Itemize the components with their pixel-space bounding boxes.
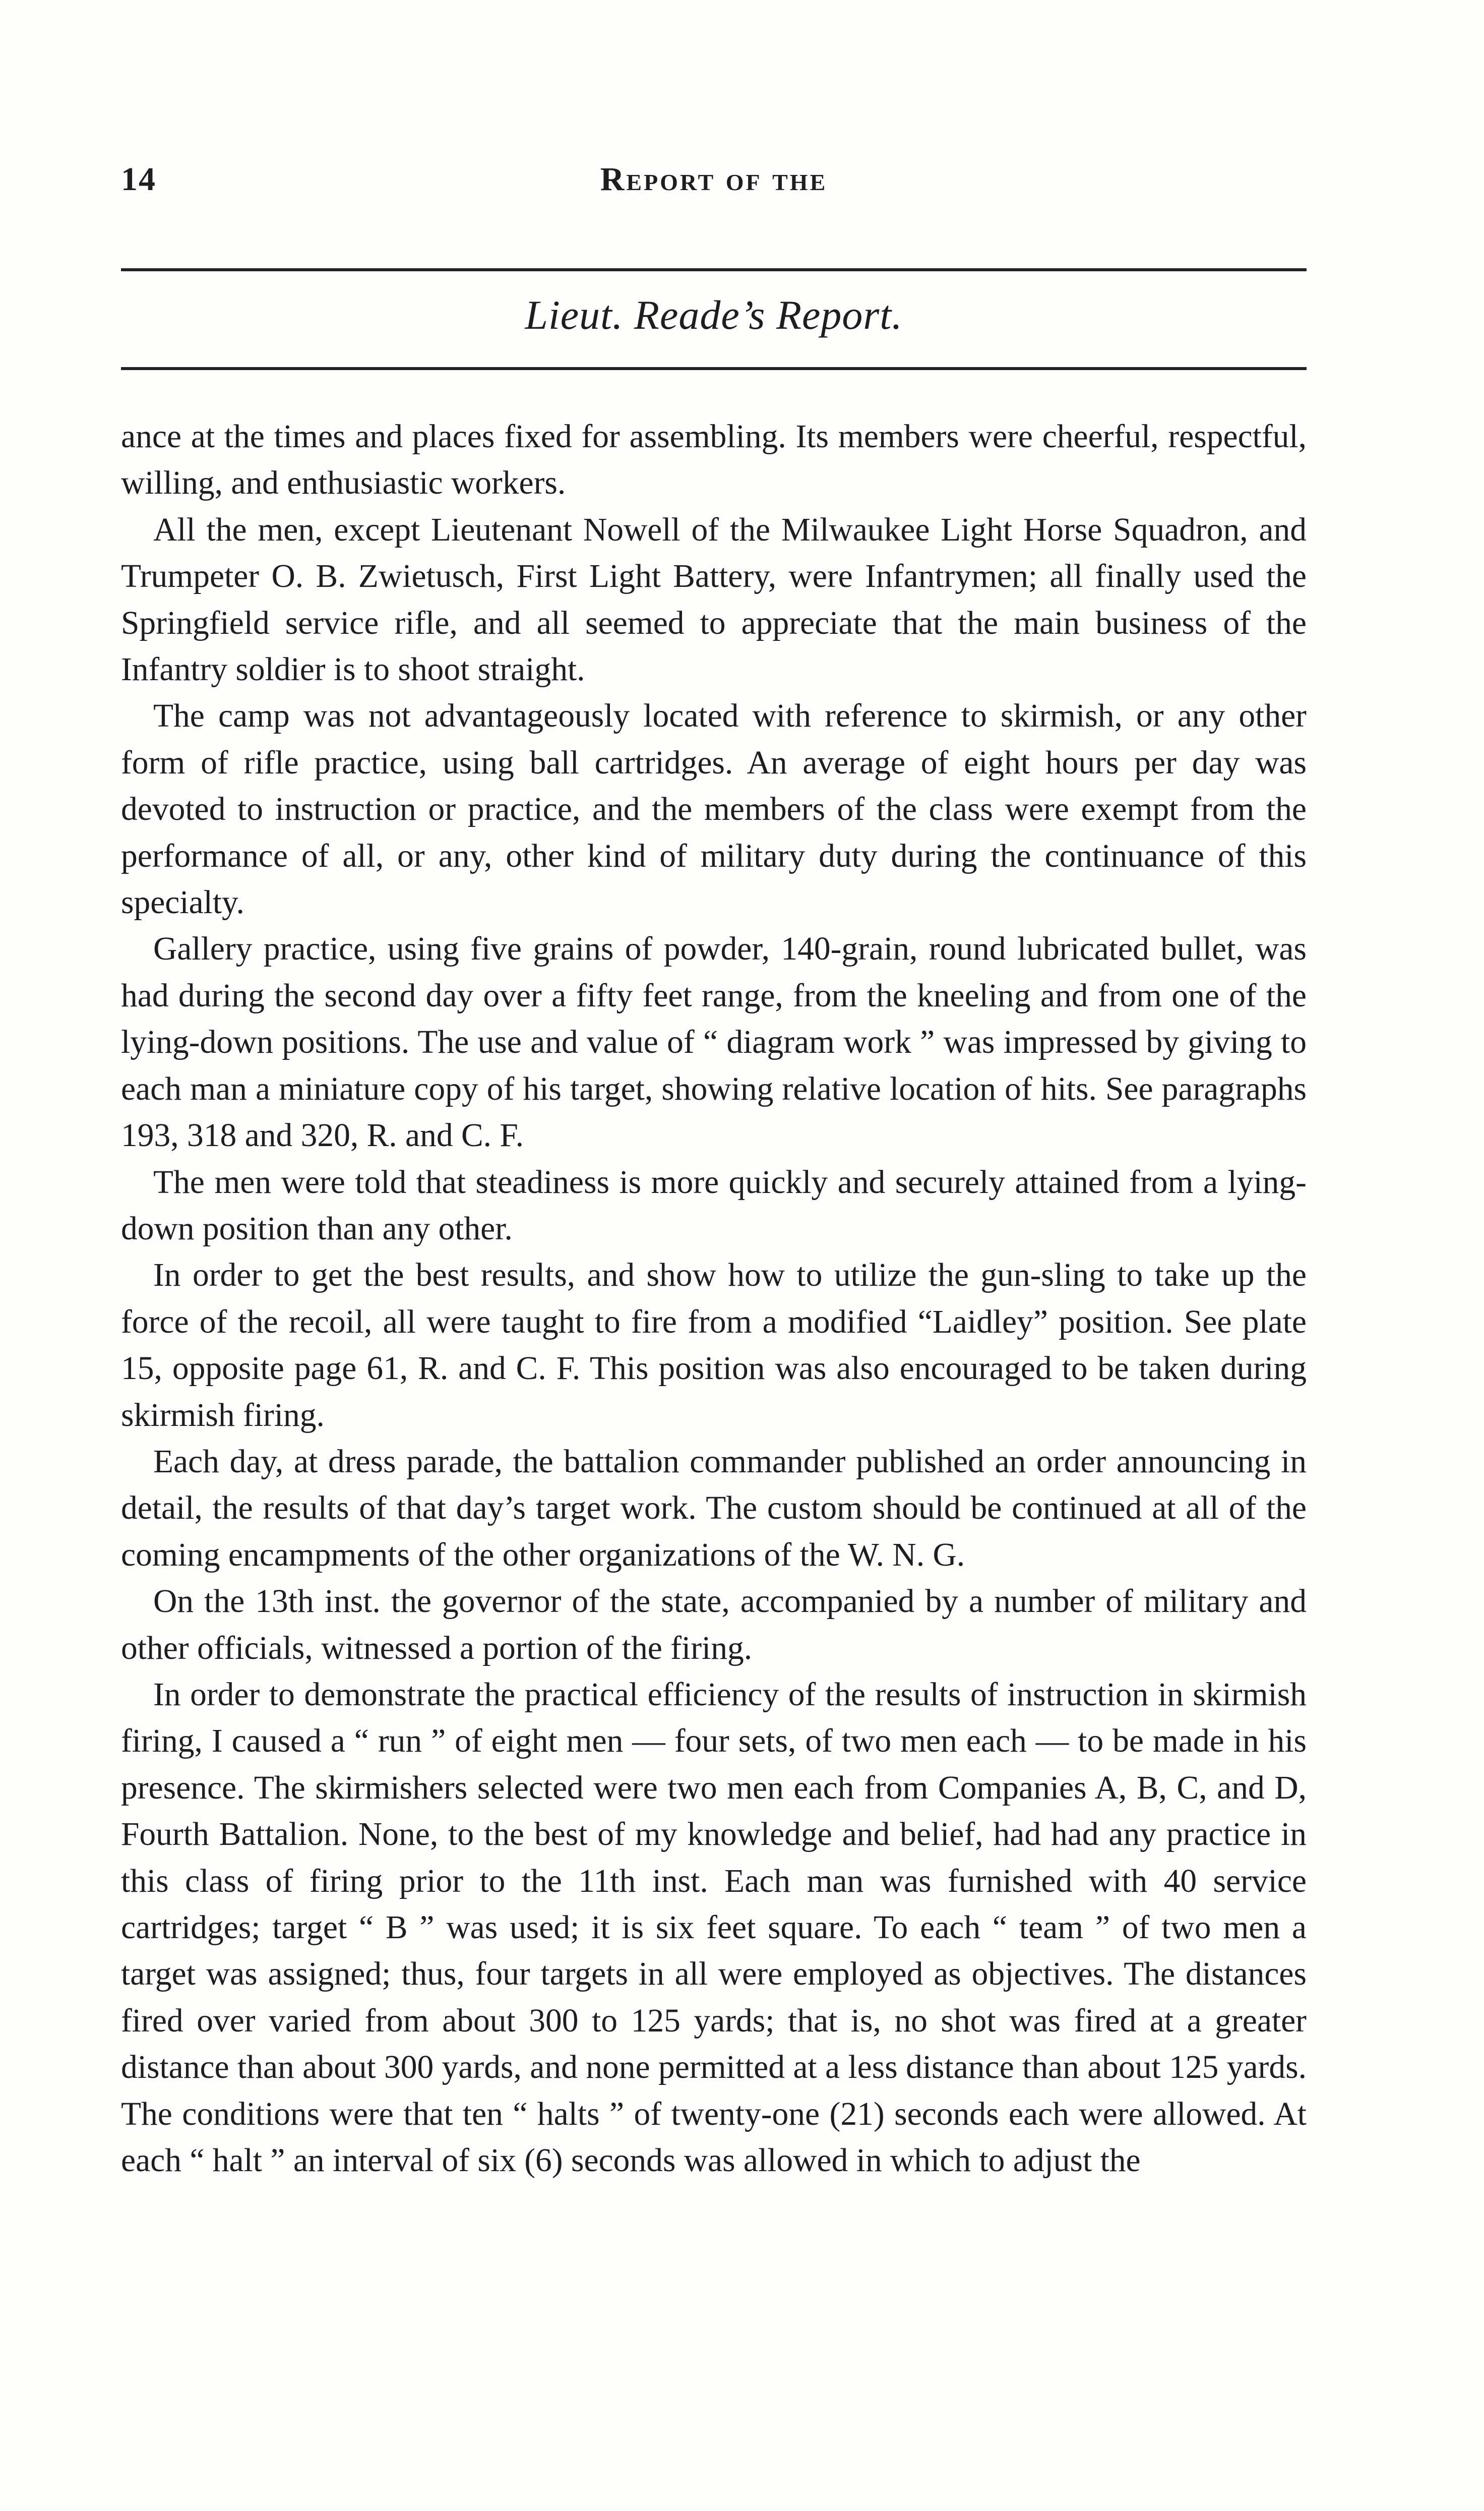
- body-text: [121, 413, 1307, 2184]
- paragraph: On the 13th inst. the governor of the state, accompanied by a number of military and other officials, witnessed a portion of the firing.: [121, 1583, 1307, 1666]
- paragraph: The camp was not advantageously located with reference to skirmish, or any other form of rifle practice, using ball cartridges. An average of eight hours per day was devoted to instruction or practice, and the members of the class were exempt from the performance of all, or any, other kind of military duty during the continuance of this specialty.: [121, 698, 1307, 921]
- page-number: 14: [121, 161, 156, 198]
- paragraph: In order to get the best results, and show how to utilize the gun-sling to take up the force of the recoil, all were taught to fire from a modified “Laidley” position. See plate 15, opposite page 61, R. and C. F. This position was also encouraged to be taken during skirmish firing.: [121, 1257, 1307, 1433]
- section-title: Lieut. Reade’s Report.: [525, 292, 903, 338]
- running-head: [121, 160, 1307, 206]
- paragraph: The men were told that steadiness is more quickly and securely attained from a lying-down position than any other.: [121, 1164, 1307, 1247]
- paragraph-continuation: ance at the times and places fixed for assembling. Its members were cheerful, respectful, willing, and enthusiastic workers.: [121, 418, 1307, 502]
- paragraph: Gallery practice, using five grains of powder, 140-grain, round lubricated bullet, was had during the second day over a fifty feet range, from the kneeling and from one of the lying-down positions. The use and value of “ diagram work ” was impressed by giving to each man a miniature copy of his target, showing relative location of hits. See paragraphs 193, 318 and 320, R. and C. F.: [121, 931, 1307, 1154]
- paragraph: All the men, except Lieutenant Nowell of the Milwaukee Light Horse Squadron, and Trumpeter O. B. Zwietusch, First Light Battery, were Infantrymen; all finally used the Springfield service rifle, and all seemed to appreciate that the main business of the Infantry soldier is to shoot straight.: [121, 511, 1307, 688]
- header-rule-bottom: [121, 367, 1307, 370]
- paragraph: In order to demonstrate the practical efficiency of the results of instruction in skirmish firing, I caused a “ run ” of eight men — four sets, of two men each — to be made in his presence. The skirmishers selected were two men each from Companies A, B, C, and D, Fourth Battalion. None, to the best of my knowledge and belief, had had any practice in this class of firing prior to the 11th inst. Each man was furnished with 40 service cartridges; target “ B ” was used; it is six feet square. To each “ team ” of two men a target was assigned; thus, four targets in all were employed as objectives. The distances fired over varied from about 300 to 125 yards; that is, no shot was fired at a greater distance than about 300 yards, and none permitted at a less distance than about 125 yards. The conditions were that ten “ halts ” of twenty-one (21) seconds each were allowed. At each “ halt ” an interval of six (6) seconds was allowed in which to adjust the: [121, 1676, 1307, 2179]
- header-rule-top: [121, 268, 1307, 271]
- running-title: Report of the: [600, 161, 828, 198]
- paragraph: Each day, at dress parade, the battalion commander published an order announcing in detail, the results of that day’s target work. The custom should be continued at all of the coming encampments of the other organizations of the W. N. G.: [121, 1443, 1307, 1573]
